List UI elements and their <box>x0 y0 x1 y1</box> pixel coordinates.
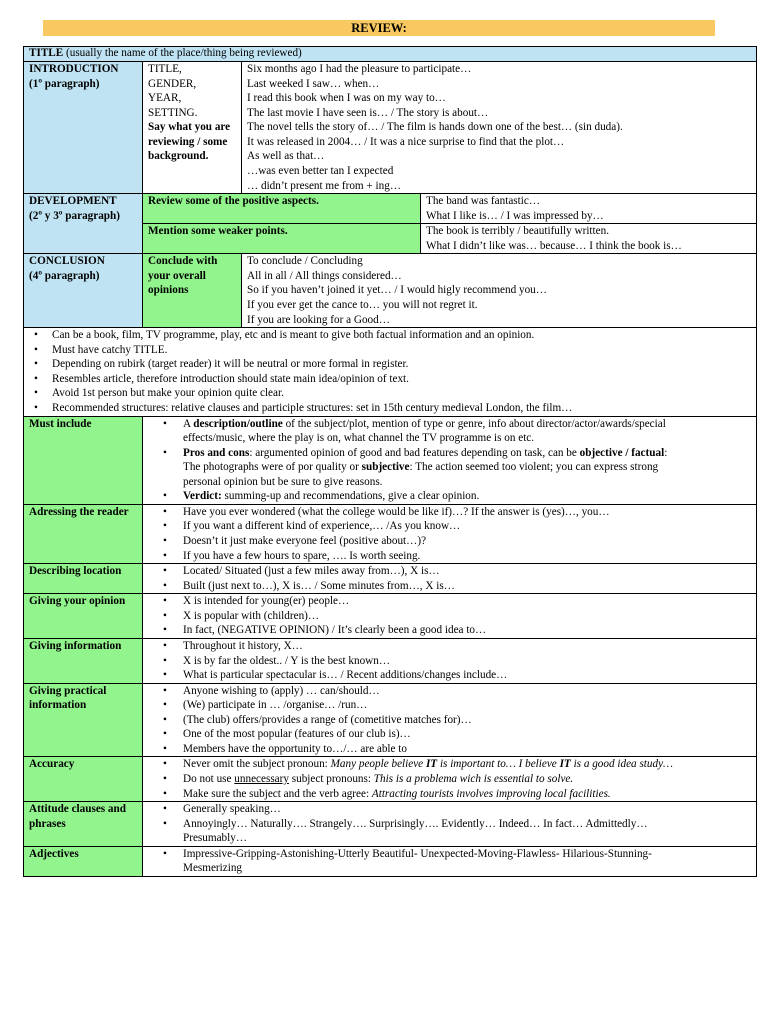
must-include-item <box>148 417 752 432</box>
must-include-cont <box>148 460 752 475</box>
accuracy-item <box>148 772 752 787</box>
text: : The action seemed too violent; you can express strong <box>409 461 659 474</box>
intro-phrase: Last weeked I saw… when… <box>247 77 380 90</box>
intro-mid-line: GENDER, <box>148 77 197 90</box>
section-item: • Throughout it history, X… <box>148 639 752 654</box>
development-sub: (2º y 3º paragraph) <box>29 209 120 222</box>
attitude-item: • Annoyingly… Naturally…. Strangely…. Surprisingly…. Evidently… Indeed… In fact… Admittedly… <box>148 817 752 832</box>
development-label-cell <box>24 194 143 254</box>
weaker-phrases-cell <box>421 224 757 254</box>
adjectives-cell <box>143 846 757 876</box>
text-italic: Many people believe <box>330 758 426 771</box>
text: Make sure the subject and the verb agree: <box>183 787 372 800</box>
title-label: TITLE <box>29 47 64 59</box>
section-cell <box>143 683 757 757</box>
title-note: (usually the name of the place/thing being reviewed) <box>63 47 302 59</box>
section-item: • X is popular with (children)… <box>148 609 752 624</box>
concl-phrase: So if you haven’t joined it yet… / I would higly recommend you… <box>247 284 547 297</box>
conclusion-label: CONCLUSION <box>29 255 105 268</box>
text: : <box>664 446 668 459</box>
attitude-label: Attitude clauses and phrases <box>24 802 143 847</box>
section-label: Giving information <box>24 638 143 683</box>
review-table <box>23 46 757 877</box>
conclusion-mid-cell: Conclude with your overall opinions <box>143 254 242 328</box>
conclusion-label-cell <box>24 254 143 328</box>
must-include-item <box>148 489 752 504</box>
title-row <box>24 47 757 62</box>
conclusion-sub: (4º paragraph) <box>29 269 100 282</box>
introduction-label-cell <box>24 62 143 194</box>
intro-phrase: … didn’t present me from + ing… <box>247 179 402 192</box>
accuracy-item <box>148 757 752 772</box>
introduction-phrases-cell <box>242 62 757 194</box>
introduction-row <box>24 62 757 194</box>
note-item: • Depending on rubirk (target reader) it will be neutral or more formal in register. <box>30 357 752 372</box>
note-item: • Recommended structures: relative clauses and participle structures: set in 15th century medieval London, the film… <box>30 401 752 416</box>
conclusion-row <box>24 254 757 328</box>
must-include-label: Must include <box>24 416 143 504</box>
section-item: • One of the most popular (features of our club is)… <box>148 727 752 742</box>
note-item: • Can be a book, film, TV programme, play, etc and is meant to give both factual information and an opinion. <box>30 328 752 343</box>
section-label: Describing location <box>24 564 143 594</box>
intro-mid-line: TITLE, <box>148 63 182 75</box>
section-cell <box>143 594 757 639</box>
section-item: • Built (just next to…), X is… / Some minutes from…, X is… <box>148 579 752 594</box>
attitude-row <box>24 802 757 847</box>
notes-row <box>24 328 757 416</box>
concl-phrase: All in all / All things considered… <box>247 269 402 282</box>
must-include-row <box>24 416 757 504</box>
concl-phrase: To conclude / Concluding <box>247 255 363 268</box>
section-cell <box>143 638 757 683</box>
intro-mid-bold: Say what you are reviewing / some background. <box>148 121 231 163</box>
introduction-mid-cell <box>143 62 242 194</box>
accuracy-item <box>148 787 752 802</box>
note-item: • Avoid 1st person but make your opinion quite clear. <box>30 386 752 401</box>
section-item: • In fact, (NEGATIVE OPINION) / It’s clearly been a good idea to… <box>148 623 752 638</box>
note-item: • Resembles article, therefore introduction should state main idea/opinion of text. <box>30 372 752 387</box>
intro-phrase: The last movie I have seen is… / The story is about… <box>247 106 489 119</box>
intro-mid-line: YEAR, <box>148 92 182 105</box>
section-item: • X is by far the oldest.. / Y is the best known… <box>148 654 752 669</box>
concl-phrase: If you ever get the cance to… you will not regret it. <box>247 299 478 311</box>
section-cell <box>143 564 757 594</box>
must-include-cell <box>143 416 757 504</box>
text: subject pronouns: <box>288 773 374 785</box>
intro-phrase: I read this book when I was on my way to… <box>247 92 446 105</box>
text-italic: is a good idea study… <box>570 758 674 771</box>
describing-location-row <box>24 564 757 594</box>
giving-opinion-row <box>24 594 757 639</box>
section-item: • (We) participate in … /organise… /run… <box>148 698 752 713</box>
conclusion-phrases-cell <box>242 254 757 328</box>
section-item: • Members have the opportunity to…/… are able to <box>148 742 752 757</box>
accuracy-cell <box>143 757 757 802</box>
section-label: Giving practical information <box>24 683 143 757</box>
positive-phrases-cell <box>421 194 757 224</box>
attitude-item: • Generally speaking… <box>148 802 752 817</box>
accuracy-row <box>24 757 757 802</box>
must-include-item <box>148 446 752 461</box>
dev-phrase: The book is terribly / beautifully written. <box>426 225 609 238</box>
text-bold: Pros and cons <box>183 446 250 459</box>
dev-phrase: What I didn’t like was… because… I think the book is… <box>426 239 682 252</box>
weaker-points-cell: Mention some weaker points. <box>143 224 421 254</box>
section-item: • (The club) offers/provides a range of (cometitive matches for)… <box>148 713 752 728</box>
section-item: • Located/ Situated (just a few miles away from…), X is… <box>148 564 752 579</box>
dev-phrase: The band was fantastic… <box>426 195 541 208</box>
concl-phrase: If you are looking for a Good… <box>247 313 390 326</box>
text-bold: objective / factual <box>579 446 665 459</box>
development-label: DEVELOPMENT <box>29 195 117 208</box>
adjectives-row <box>24 846 757 876</box>
intro-phrase: Six months ago I had the pleasure to participate… <box>247 63 472 75</box>
text: Do not use <box>183 773 235 785</box>
note-item: • Must have catchy TITLE. <box>30 343 752 358</box>
text-italic: Attracting tourists involves improving local facilities. <box>371 787 611 800</box>
text: of the subject/plot, mention of type or genre, info about director/actor/awards/special <box>282 417 666 430</box>
intro-phrase: The novel tells the story of… / The film is hands down one of the best… (sin duda). <box>247 121 623 134</box>
title-cell <box>24 47 757 62</box>
giving-information-row <box>24 638 757 683</box>
introduction-sub: (1º paragraph) <box>29 77 100 90</box>
text-underline: unnecessary <box>234 773 289 785</box>
text-bold-italic: IT <box>425 758 438 771</box>
intro-phrase: As well as that… <box>247 150 325 163</box>
must-include-cont: personal opinion but be sure to give reasons. <box>183 475 383 488</box>
text-italic: is important to… I believe <box>437 758 560 771</box>
section-item: • If you have a few hours to spare, …. Is worth seeing. <box>148 549 752 564</box>
text-bold: description/outline <box>193 417 283 430</box>
intro-mid-line: SETTING. <box>148 106 198 119</box>
section-item: • Anyone wishing to (apply) … can/should… <box>148 684 752 699</box>
adressing-reader-row <box>24 504 757 563</box>
text: Never omit the subject pronoun: <box>183 758 331 771</box>
notes-cell <box>24 328 757 416</box>
introduction-label: INTRODUCTION <box>29 63 119 75</box>
attitude-cell <box>143 802 757 847</box>
accuracy-label: Accuracy <box>24 757 143 802</box>
intro-phrase: It was released in 2004… / It was a nice surprise to find that the plot… <box>247 135 565 148</box>
intro-phrase: …was even better tan I expected <box>247 164 394 177</box>
adjectives-cont: Mesmerizing <box>183 862 243 875</box>
must-include-cont: effects/music, where the play is on, what channel the TV programme is on etc. <box>183 432 535 445</box>
text: A <box>183 417 194 430</box>
section-label: Giving your opinion <box>24 594 143 639</box>
dev-phrase: What I like is… / I was impressed by… <box>426 209 604 222</box>
section-cell <box>143 504 757 563</box>
development-row-positive <box>24 194 757 224</box>
section-item: • X is intended for young(er) people… <box>148 594 752 609</box>
text-bold: subjective <box>361 461 410 474</box>
section-item: • If you want a different kind of experience,… /As you know… <box>148 519 752 534</box>
section-label: Adressing the reader <box>24 504 143 563</box>
text: The photographs were of por quality or <box>183 461 362 474</box>
adjectives-item: • Impressive-Gripping-Astonishing-Utterly Beautiful- Unexpected-Moving-Flawless- Hilarious-Stunning- <box>148 847 752 862</box>
text-italic: This is a problema wich is essential to solve. <box>373 773 574 785</box>
text-bold-italic: IT <box>559 758 571 771</box>
attitude-cont: Presumably… <box>183 832 248 845</box>
section-item: • What is particular spectacular is… / Recent additions/changes include… <box>148 668 752 683</box>
text: : argumented opinion of good and bad features depending on task, can be <box>249 446 580 459</box>
text: summing-up and recommendations, give a clear opinion. <box>221 490 480 503</box>
section-item: • Doesn’t it just make everyone feel (positive about…)? <box>148 534 752 549</box>
practical-information-row <box>24 683 757 757</box>
text-bold: Verdict: <box>183 490 222 503</box>
section-item: • Have you ever wondered (what the college would be like if)…? If the answer is (yes)…, you… <box>148 505 752 520</box>
adjectives-label: Adjectives <box>24 846 143 876</box>
positive-aspects-cell: Review some of the positive aspects. <box>143 194 421 224</box>
page-heading: REVIEW: <box>43 20 715 36</box>
